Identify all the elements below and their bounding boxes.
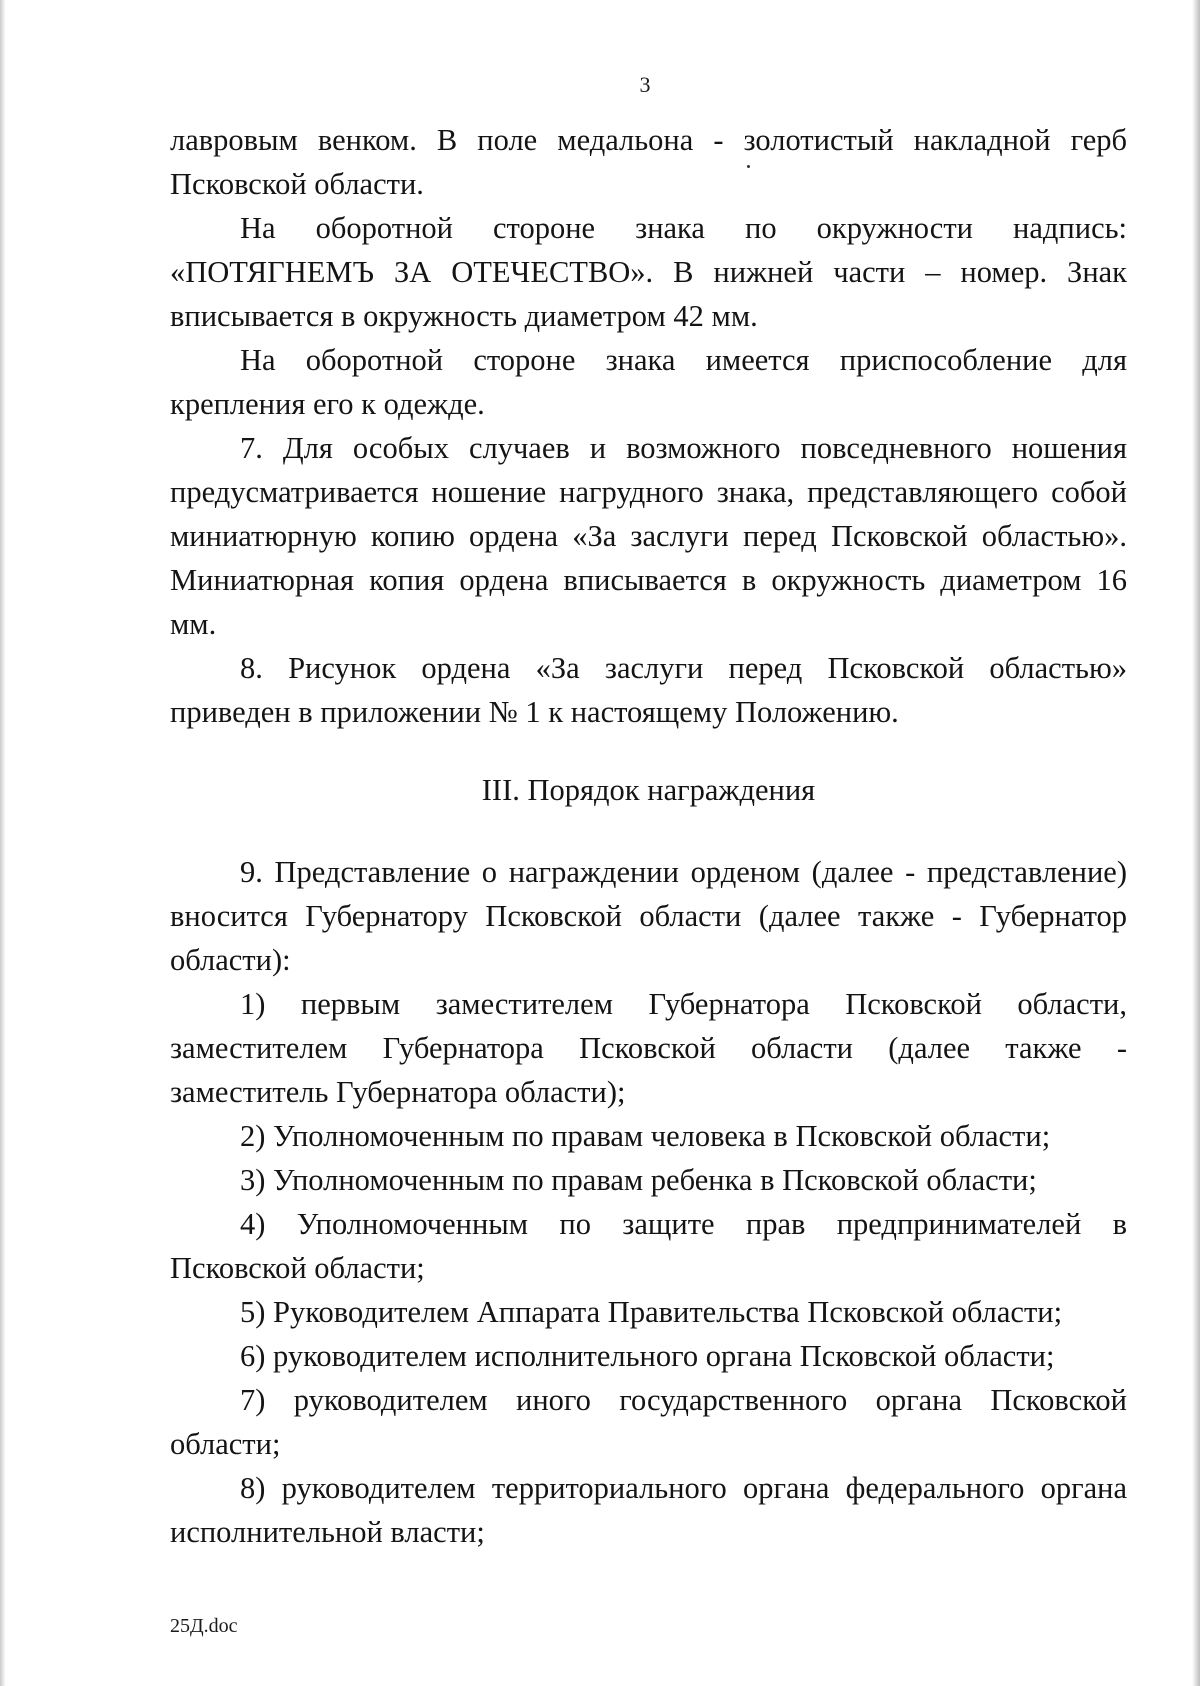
paragraph-reverse-inscription: На оборотной стороне знака по окружности надпись: «ПОТЯГНЕМЪ ЗА ОТЕЧЕСТВО». В нижней части – номер. Знак вписывается в окружность диаметром 42 мм.	[170, 211, 1127, 333]
paragraph-medallion: лавровым венком. В поле медальона - золотистый накладной герб Псковской области.	[170, 123, 1127, 201]
list-item-1: 1) первым заместителем Губернатора Псковской области, заместителем Губернатора Псковской области (далее также - заместитель Губернатора области);	[170, 987, 1127, 1109]
document-body	[170, 118, 1127, 1554]
list-item-7: 7) руководителем иного государственного органа Псковской области;	[170, 1383, 1127, 1461]
paragraph-fastening: На оборотной стороне знака имеется приспособление для крепления его к одежде.	[170, 343, 1127, 421]
list-item-6: 6) руководителем исполнительного органа Псковской области;	[240, 1339, 1055, 1373]
section-heading: III. Порядок награждения	[481, 773, 816, 807]
page-number: 3	[639, 72, 651, 97]
footer-filename: 25Д.doc	[170, 1615, 238, 1637]
scan-edge-left	[0, 0, 6, 1686]
list-item-4: 4) Уполномоченным по защите прав предпринимателей в Псковской области;	[170, 1207, 1127, 1285]
scan-edge-right	[1192, 0, 1200, 1686]
paragraph-item-9: 9. Представление о награждении орденом (далее - представление) вносится Губернатору Псковской области (далее также - Губернатор области):	[170, 855, 1127, 977]
paragraph-item-8: 8. Рисунок ордена «За заслуги перед Псковской областью» приведен в приложении № 1 к настоящему Положению.	[170, 651, 1127, 729]
list-item-8: 8) руководителем территориального органа федерального органа исполнительной власти;	[170, 1471, 1127, 1549]
list-item-2: 2) Уполномоченным по правам человека в Псковской области;	[240, 1119, 1051, 1153]
list-item-3: 3) Уполномоченным по правам ребенка в Псковской области;	[240, 1163, 1037, 1197]
list-item-5: 5) Руководителем Аппарата Правительства Псковской области;	[240, 1295, 1063, 1329]
paragraph-item-7: 7. Для особых случаев и возможного повседневного ношения предусматривается ношение нагрудного знака, представляющего собой миниатюрную копию ордена «За заслуги перед Псковской областью». Миниатюрная копия ордена вписывается в окружность диаметром 16 мм.	[170, 431, 1127, 641]
